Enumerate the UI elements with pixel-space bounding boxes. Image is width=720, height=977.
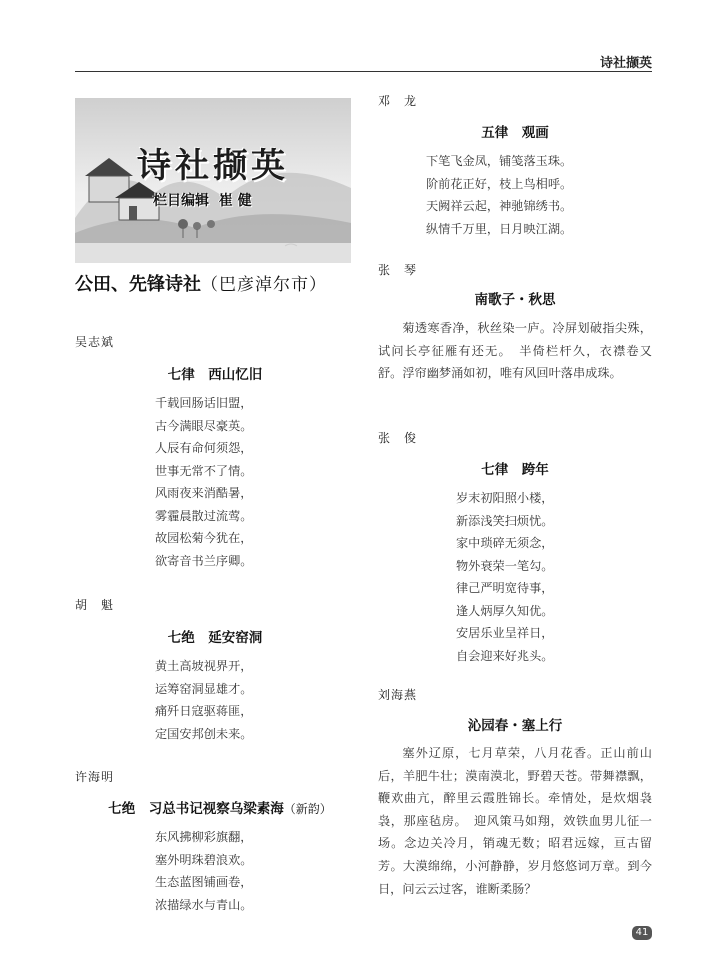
running-header: 诗社撷英 xyxy=(599,56,652,71)
poem-block xyxy=(378,429,652,667)
poem-author: 许海明 xyxy=(75,770,115,784)
poem-title-note: （新韵） xyxy=(283,802,332,816)
poem-line: 阶前花正好，枝上鸟相呼。 xyxy=(426,176,573,191)
poem-author: 胡 魁 xyxy=(75,598,115,612)
poem-block xyxy=(378,92,652,240)
poem-line: 新添浅笑扫烦忧。 xyxy=(456,513,554,528)
column-editor: 栏目编辑 崔 健 xyxy=(153,193,252,209)
poem-text: 菊透寒香净，秋丝染一庐。冷屏划破指尖殊，试问长亭征雁有还无。 半倚栏杆久，衣襟卷又舒。浮帘幽梦涌如初，唯有风回叶落串成珠。 xyxy=(378,321,652,381)
poem-line: 岁末初阳照小楼， xyxy=(456,491,554,505)
banner-title: 诗社撷英 xyxy=(137,146,289,186)
poem-block xyxy=(75,333,355,572)
poem-line: 东风拂柳彩旗翻， xyxy=(155,830,253,844)
poem-author: 张 俊 xyxy=(378,431,418,445)
poem-block xyxy=(75,596,355,745)
poem-line: 塞外明珠碧浪欢。 xyxy=(155,852,253,867)
society-heading xyxy=(75,270,327,296)
poem-title: 南歌子・秋思 xyxy=(474,292,556,308)
poem-lines xyxy=(75,826,365,916)
poem-title xyxy=(75,797,365,817)
poem-line: 安居乐业呈祥日， xyxy=(456,626,554,640)
poem-title: 五律 观画 xyxy=(481,125,549,141)
poem-author: 邓 龙 xyxy=(378,94,418,108)
poem-line: 纵情千万里，日月映江湖。 xyxy=(426,221,573,236)
poem-line: 生态蓝图铺画卷， xyxy=(155,875,253,889)
society-name: 公田、先锋诗社 xyxy=(75,274,201,295)
poem-lines xyxy=(75,392,355,572)
poem-line: 物外衰荣一笔勾。 xyxy=(456,558,554,573)
poem-line: 定国安邦创未来。 xyxy=(155,726,253,741)
poem-lines xyxy=(75,655,355,745)
poem-author: 吴志斌 xyxy=(75,335,115,349)
poem-text: 塞外辽原，七月草荣，八月花香。正山前山后，羊肥牛壮；漠南漠北，野碧天苍。带舞襟飘，鞭欢曲亢，醉里云霞胜锦长。牵情处，是炊烟袅袅，那座毡房。 迎风策马如翔，效铁血男儿征一场。念边关冷月，销魂无数；昭君远嫁，亘古留芳。大漠绵绵，小河静静，岁月悠悠词万章。到今日，问云云过客，谁断柔肠？ xyxy=(378,746,652,896)
poem-line: 运筹窑洞显雄才。 xyxy=(155,681,253,696)
poem-lines xyxy=(378,150,652,240)
society-location: （巴彦淖尔市） xyxy=(201,275,327,295)
poem-line: 世事无常不了情。 xyxy=(155,463,253,478)
poem-title: 沁园春・塞上行 xyxy=(467,718,563,734)
poem-author: 张 琴 xyxy=(378,263,418,277)
poem-line: 天阙祥云起，神驰锦绣书。 xyxy=(426,199,573,213)
poem-title: 七绝 延安窑洞 xyxy=(167,630,263,646)
poem-title-text: 七绝 习总书记视察乌梁素海 xyxy=(108,801,284,817)
poem-line: 风雨夜来消酷暑， xyxy=(155,486,253,500)
poem-line: 律己严明宽待事， xyxy=(456,581,554,595)
page-number: 41 xyxy=(632,926,652,940)
poem-line: 自会迎来好兆头。 xyxy=(456,648,554,663)
poem-line: 人辰有命何须怨， xyxy=(155,441,253,455)
header-rule xyxy=(75,71,652,72)
poem-line: 雾霾晨散过流莺。 xyxy=(155,508,253,523)
poem-line: 家中琐碎无须念， xyxy=(456,536,554,550)
poem-line: 逢人炳厚久知优。 xyxy=(456,603,554,618)
poem-line: 痛歼日寇驱蒋匪， xyxy=(155,704,253,718)
poem-title: 七律 跨年 xyxy=(481,462,549,478)
poem-line: 浓描绿水与青山。 xyxy=(155,897,253,912)
poem-line: 黄土高坡视界开， xyxy=(155,659,253,673)
poem-author: 刘海燕 xyxy=(378,688,418,702)
poem-title: 七律 西山忆旧 xyxy=(167,367,263,383)
column-banner xyxy=(75,98,351,263)
poem-line: 千载回肠话旧盟， xyxy=(155,396,253,410)
poem-line: 故园松菊今犹在， xyxy=(155,531,253,545)
poem-line: 欲寄音书兰序卿。 xyxy=(155,553,253,568)
poem-line: 下笔飞金凤，铺笺落玉珠。 xyxy=(426,154,573,168)
poem-lines xyxy=(378,487,652,667)
poem-block xyxy=(378,261,652,385)
poem-block xyxy=(378,686,652,900)
poem-block xyxy=(75,768,365,916)
poem-line: 古今满眼尽豪英。 xyxy=(155,418,253,433)
